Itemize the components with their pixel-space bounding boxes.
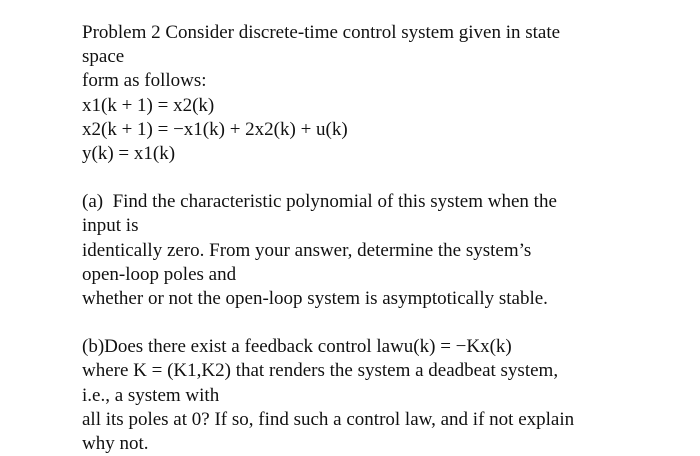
part-a-line-1: (a) Find the characteristic polynomial of this system when the	[82, 191, 557, 213]
problem-intro: form as follows:	[82, 70, 207, 92]
state-equation-1: x1(k + 1) = x2(k)	[82, 94, 215, 116]
problem-header: Problem 2 Consider discrete-time control system given in state	[82, 22, 561, 43]
part-b-line-5: why not.	[82, 433, 149, 455]
state-equation-2: x2(k + 1) = −x1(k) + 2x2(k) + u(k)	[82, 118, 348, 140]
paragraph-spacer	[82, 166, 682, 190]
problem-document	[82, 21, 682, 456]
part-b-line-4: all its poles at 0? If so, find such a control law, and if not explain	[82, 408, 575, 430]
paragraph-spacer	[82, 311, 682, 335]
part-a-line-2: input is	[82, 215, 139, 237]
output-equation: y(k) = x1(k)	[82, 143, 176, 165]
part-a-line-4: open-loop poles and	[82, 263, 237, 285]
part-b-line-2: where K = (K1,K2) that renders the system a deadbeat system,	[82, 360, 559, 382]
part-b-line-1: (b)Does there exist a feedback control lawu(k) = −Kx(k)	[82, 336, 512, 358]
problem-header-wrap: space	[82, 46, 125, 68]
part-a-line-5: whether or not the open-loop system is asymptotically stable.	[82, 288, 548, 310]
part-a-line-3: identically zero. From your answer, determine the system’s	[82, 239, 532, 261]
part-b-line-3: i.e., a system with	[82, 384, 220, 406]
